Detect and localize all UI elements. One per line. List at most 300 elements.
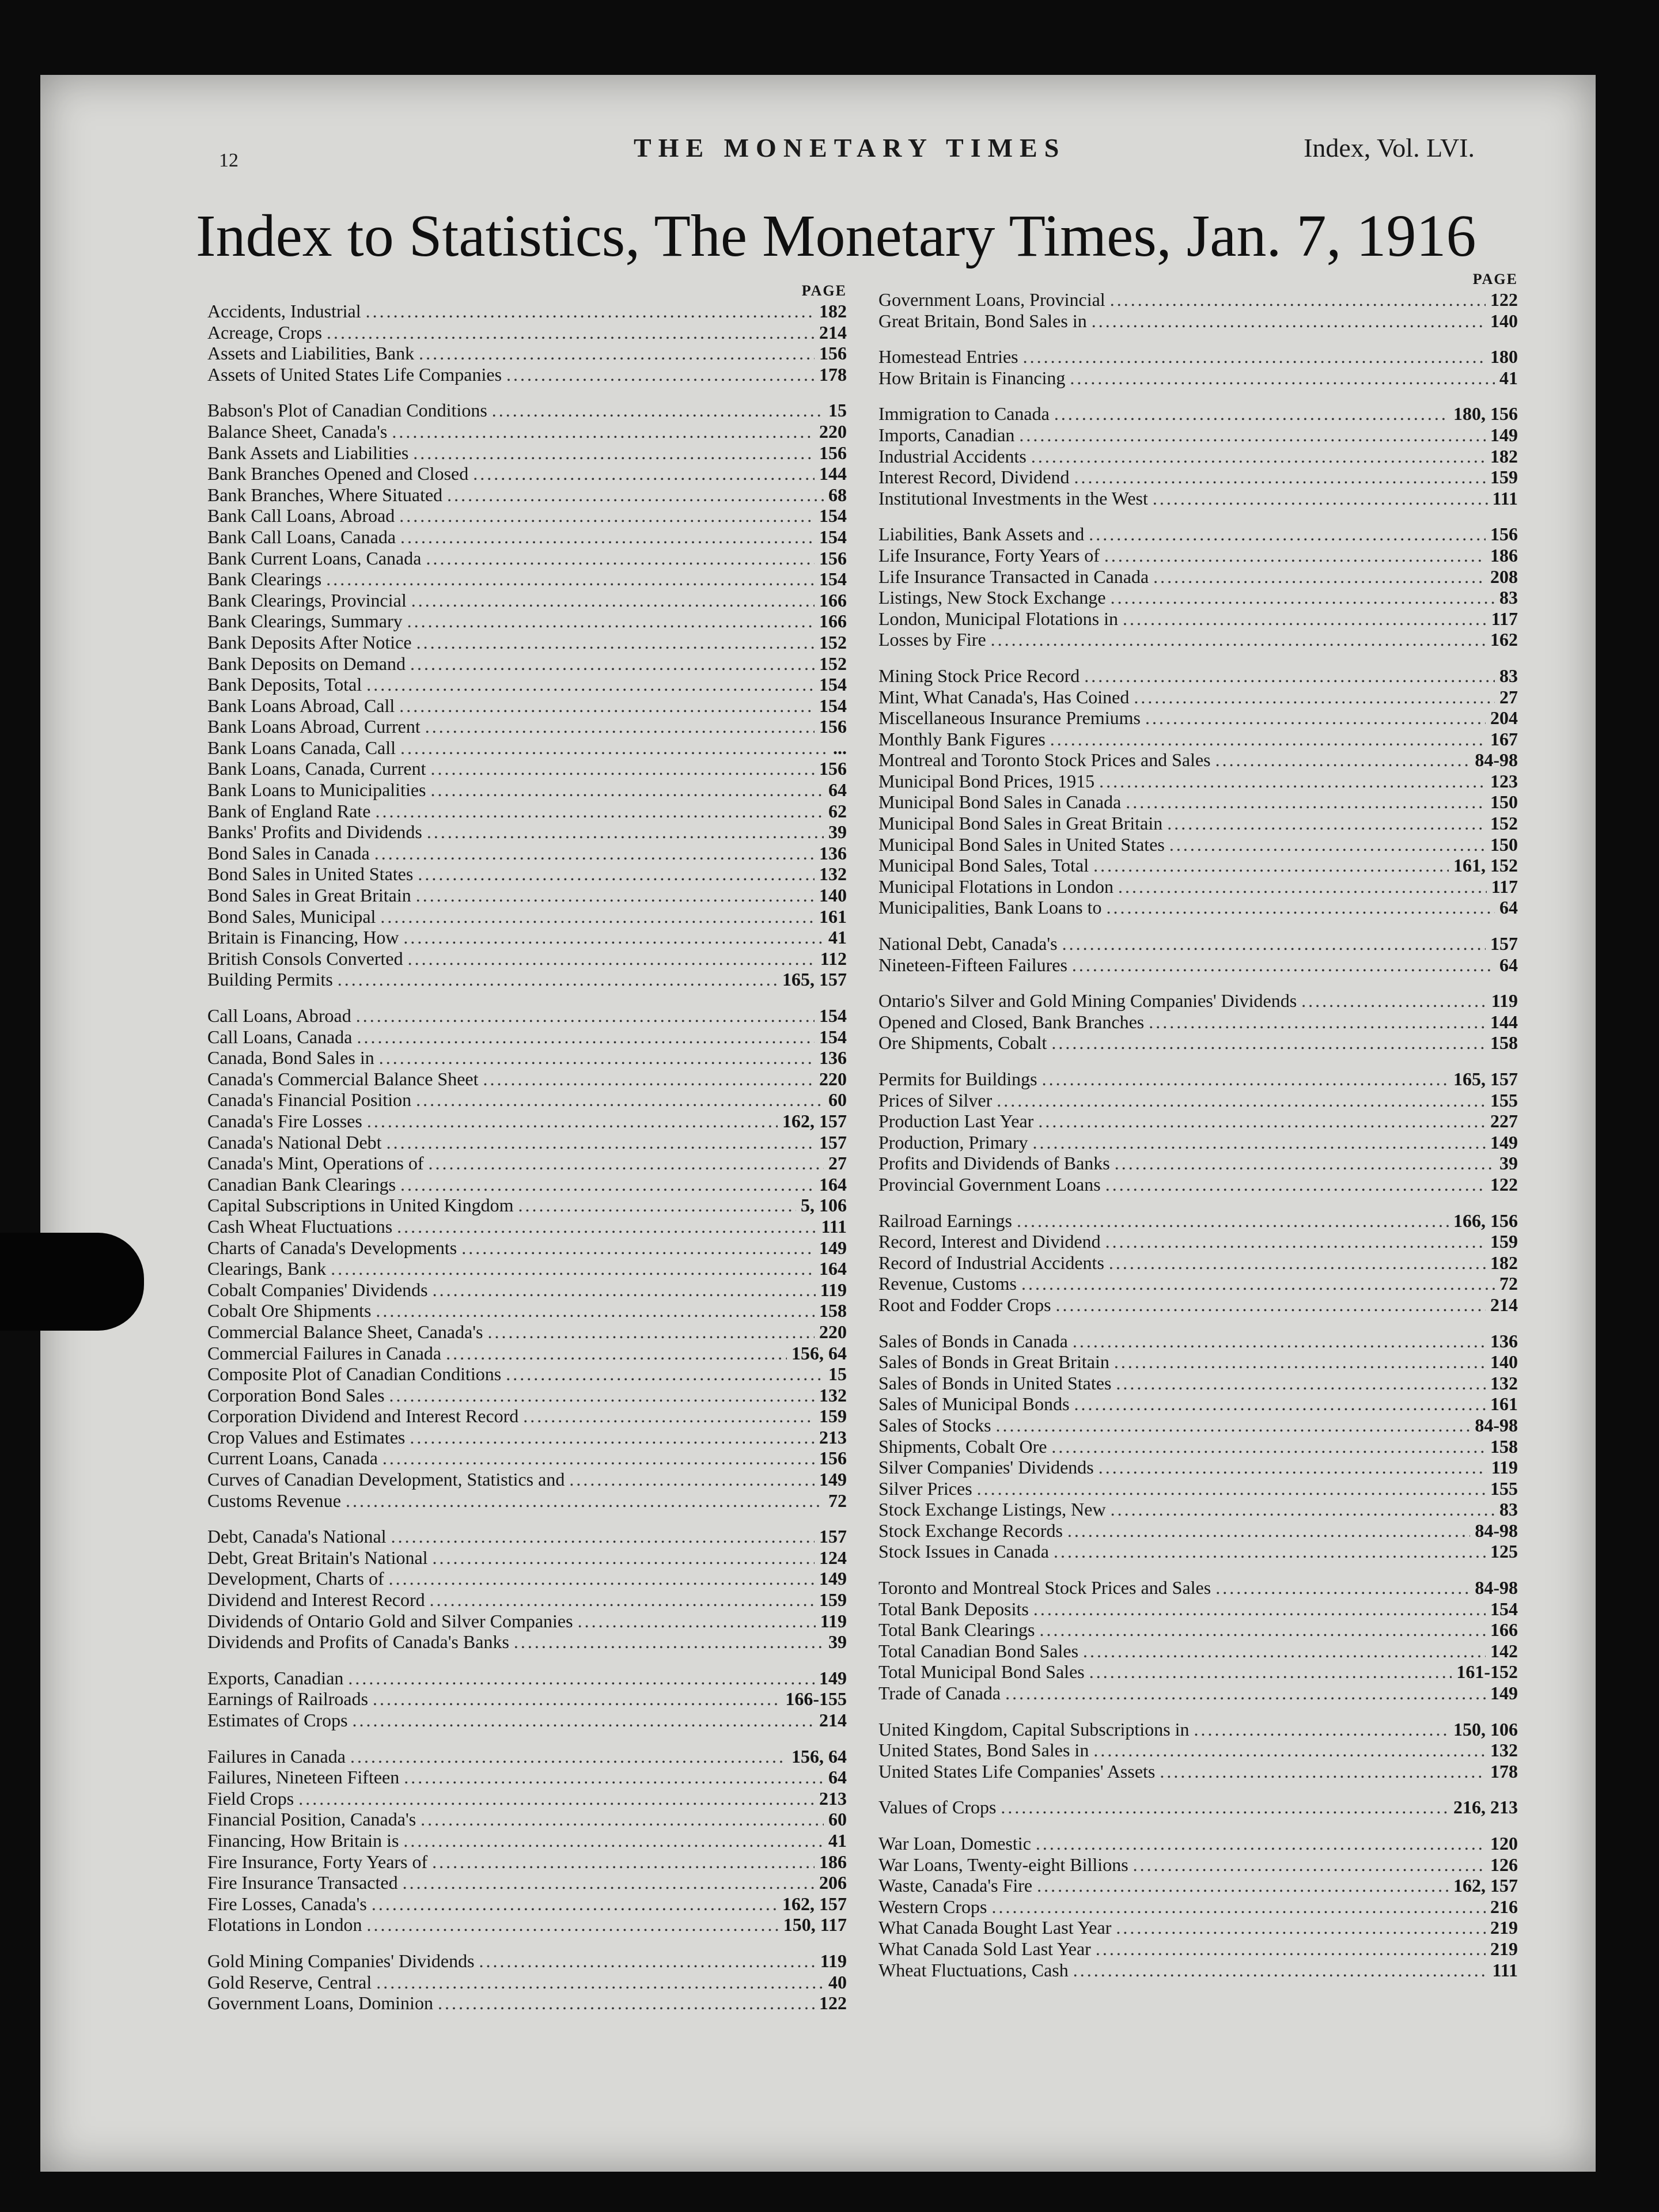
leader-dots — [376, 1972, 824, 1993]
leader-dots — [1167, 813, 1486, 834]
entry-label: Commercial Balance Sheet, Canada's — [207, 1321, 483, 1342]
index-entry — [878, 566, 1518, 588]
entry-page: 182 — [1490, 445, 1518, 467]
leader-dots — [1153, 566, 1486, 588]
index-entry — [207, 1300, 847, 1321]
leader-dots — [416, 885, 815, 906]
index-entry — [207, 1216, 847, 1237]
entry-label: Bank Loans Canada, Call — [207, 737, 396, 758]
entry-page: 126 — [1490, 1854, 1518, 1875]
entry-label: Canadian Bank Clearings — [207, 1173, 396, 1195]
entry-page: 83 — [1499, 1499, 1518, 1520]
index-entry — [878, 1875, 1518, 1896]
entry-page: 149 — [819, 1667, 847, 1688]
entry-page: 140 — [1490, 310, 1518, 331]
entry-page: 214 — [819, 1710, 847, 1730]
index-entry — [207, 1851, 847, 1873]
index-entry — [878, 1833, 1518, 1854]
entry-label: Assets and Liabilities, Bank — [207, 343, 415, 364]
entry-page: 161, 152 — [1453, 855, 1518, 876]
entry-page: 154 — [819, 674, 847, 695]
index-entry — [878, 834, 1518, 855]
leader-dots — [421, 1809, 824, 1830]
leader-dots — [430, 1589, 815, 1611]
leader-dots — [506, 364, 815, 385]
leader-dots — [1110, 289, 1486, 310]
page-number: 12 — [219, 150, 238, 171]
entry-page: 149 — [1490, 1683, 1518, 1704]
entry-label: Commercial Failures in Canada — [207, 1342, 442, 1363]
entry-page: 120 — [1490, 1833, 1518, 1854]
index-entry — [878, 1520, 1518, 1541]
entry-page: 166 — [819, 611, 847, 632]
index-entry — [207, 758, 847, 779]
index-entry — [207, 653, 847, 675]
entry-label: Imports, Canadian — [878, 424, 1015, 445]
entry-label: Record, Interest and Dividend — [878, 1231, 1101, 1252]
index-entry — [207, 1589, 847, 1611]
entry-page: 159 — [1490, 467, 1518, 488]
index-entry — [878, 1719, 1518, 1740]
entry-page: 227 — [1490, 1111, 1518, 1132]
entry-page: 125 — [1490, 1541, 1518, 1562]
leader-dots — [1067, 1520, 1470, 1541]
leader-dots — [1031, 446, 1486, 467]
leader-dots — [1111, 1499, 1495, 1520]
entry-page: 149 — [1490, 424, 1518, 445]
index-entry — [878, 1111, 1518, 1132]
entry-label: Western Crops — [878, 1896, 987, 1917]
entry-page: 213 — [819, 1787, 847, 1809]
entry-page: 111 — [1492, 487, 1518, 509]
entry-label: Dividends of Ontario Gold and Silver Companies — [207, 1610, 573, 1631]
index-entry — [878, 876, 1518, 897]
entry-page: 142 — [1490, 1640, 1518, 1661]
index-entry — [207, 1321, 847, 1343]
entry-label: Industrial Accidents — [878, 445, 1027, 467]
index-group — [207, 400, 847, 990]
entry-page: 112 — [820, 948, 847, 969]
index-entry — [878, 1210, 1518, 1232]
entry-page: 84-98 — [1475, 1414, 1518, 1435]
index-entry — [207, 885, 847, 906]
leader-dots — [506, 1363, 824, 1385]
entry-label: Bank Deposits, Total — [207, 674, 362, 695]
entry-page: 167 — [1490, 728, 1518, 749]
entry-label: Bank Branches, Where Situated — [207, 484, 443, 505]
entry-page: 161-152 — [1456, 1661, 1518, 1683]
leader-dots — [366, 674, 815, 695]
entry-label: Canada's Fire Losses — [207, 1110, 362, 1131]
leader-dots — [1145, 707, 1486, 729]
index-group — [878, 403, 1518, 509]
index-entry — [207, 548, 847, 569]
entry-label: Bank Loans Abroad, Current — [207, 716, 421, 737]
leader-dots — [427, 821, 824, 843]
entry-page: 117 — [1491, 608, 1518, 629]
entry-label: London, Municipal Flotations in — [878, 608, 1118, 629]
entry-page: 156 — [819, 1448, 847, 1469]
index-entry — [878, 368, 1518, 389]
leader-dots — [1126, 791, 1486, 813]
index-entry — [207, 1385, 847, 1406]
entry-page: 186 — [819, 1851, 847, 1872]
index-entry — [878, 310, 1518, 332]
index-entry — [878, 629, 1518, 650]
entry-label: Root and Fodder Crops — [878, 1294, 1051, 1315]
entry-label: Canada, Bond Sales in — [207, 1047, 374, 1069]
entry-page: 156 — [819, 442, 847, 463]
entry-page: 178 — [1490, 1760, 1518, 1782]
entry-label: Mining Stock Price Record — [878, 665, 1080, 686]
entry-page: 208 — [1490, 566, 1518, 587]
entry-label: Banks' Profits and Dividends — [207, 821, 422, 843]
leader-dots — [473, 463, 815, 484]
leader-dots — [1115, 1153, 1495, 1174]
leader-dots — [428, 1153, 824, 1174]
entry-label: Cobalt Ore Shipments — [207, 1300, 372, 1321]
entry-page: 72 — [1499, 1273, 1518, 1294]
index-entry — [878, 467, 1518, 488]
index-entry — [207, 1767, 847, 1788]
entry-page: 156 — [819, 343, 847, 364]
entry-label: Charts of Canada's Developments — [207, 1237, 457, 1258]
entry-page: 140 — [819, 885, 847, 906]
entry-label: Bank Call Loans, Abroad — [207, 505, 395, 527]
entry-page: 149 — [819, 1469, 847, 1490]
index-entry — [207, 527, 847, 548]
index-entry — [878, 1577, 1518, 1599]
leader-dots — [389, 1568, 815, 1589]
leader-dots — [1050, 729, 1486, 750]
entry-label: Ontario's Silver and Gold Mining Companies' Dividends — [878, 990, 1297, 1012]
index-group — [878, 933, 1518, 975]
entry-label: Monthly Bank Figures — [878, 728, 1046, 749]
leader-dots — [346, 1490, 824, 1512]
entry-page: 149 — [819, 1237, 847, 1258]
leader-dots — [479, 1950, 816, 1972]
entry-label: Balance Sheet, Canada's — [207, 421, 388, 442]
index-entry — [878, 1641, 1518, 1662]
index-group — [878, 1210, 1518, 1316]
index-entry — [878, 1599, 1518, 1620]
entry-page: 166-155 — [785, 1688, 847, 1710]
entry-label: Bank Clearings, Summary — [207, 611, 403, 632]
entry-page: 154 — [1490, 1598, 1518, 1619]
index-entry — [207, 801, 847, 822]
leader-dots — [1099, 771, 1486, 792]
leader-dots — [373, 1688, 781, 1710]
entry-label: Accidents, Industrial — [207, 301, 361, 321]
entry-page: 155 — [1490, 1089, 1518, 1111]
index-group — [878, 524, 1518, 650]
index-entry — [878, 1069, 1518, 1090]
entry-page: 214 — [1490, 1294, 1518, 1315]
index-entry — [207, 1089, 847, 1111]
index-entry — [207, 1153, 847, 1174]
entry-page: 182 — [819, 301, 847, 321]
leader-dots — [408, 948, 816, 969]
entry-page: 220 — [819, 1068, 847, 1089]
index-group — [878, 1331, 1518, 1563]
entry-label: Wheat Fluctuations, Cash — [878, 1959, 1069, 1980]
index-group — [878, 1833, 1518, 1980]
entry-page: 156 — [819, 547, 847, 569]
leader-dots — [404, 1767, 824, 1788]
entry-label: Financial Position, Canada's — [207, 1809, 416, 1830]
index-entry — [207, 1047, 847, 1069]
index-entry — [878, 545, 1518, 566]
entry-page: 84-98 — [1475, 749, 1518, 771]
index-entry — [878, 1896, 1518, 1918]
entry-page: 119 — [820, 1279, 847, 1300]
index-entry — [878, 665, 1518, 687]
entry-label: What Canada Bought Last Year — [878, 1917, 1112, 1938]
leader-dots — [411, 590, 815, 611]
entry-label: Production Last Year — [878, 1111, 1034, 1132]
leader-dots — [483, 1069, 815, 1090]
entry-label: Corporation Dividend and Interest Record — [207, 1406, 519, 1427]
entry-page: 119 — [820, 1610, 847, 1631]
leader-dots — [400, 737, 828, 759]
leader-dots — [461, 1237, 815, 1259]
leader-dots — [433, 1547, 815, 1569]
entry-label: Fire Insurance, Forty Years of — [207, 1851, 428, 1872]
index-entry — [207, 400, 847, 421]
leader-dots — [1093, 855, 1449, 876]
index-entry — [207, 1526, 847, 1547]
index-entry — [207, 1469, 847, 1490]
leader-dots — [432, 1851, 815, 1873]
index-entry — [878, 608, 1518, 630]
entry-label: Provincial Government Loans — [878, 1173, 1101, 1195]
leader-dots — [425, 716, 815, 737]
entry-label: Trade of Canada — [878, 1683, 1001, 1704]
leader-dots — [1072, 955, 1495, 976]
entry-page: 132 — [1490, 1372, 1518, 1393]
index-entry — [878, 346, 1518, 368]
entry-label: Estimates of Crops — [207, 1710, 348, 1730]
entry-label: Production, Primary — [878, 1131, 1028, 1153]
entry-label: Sales of Bonds in United States — [878, 1372, 1112, 1393]
leader-dots — [1114, 1351, 1486, 1373]
binder-clip — [0, 1233, 144, 1331]
entry-label: Capital Subscriptions in United Kingdom — [207, 1195, 514, 1216]
entry-page: 41 — [828, 927, 847, 948]
index-entry — [207, 1809, 847, 1830]
leader-dots — [1096, 1938, 1486, 1960]
entry-page: 144 — [819, 463, 847, 484]
entry-page: 150, 117 — [783, 1914, 847, 1936]
entry-label: Debt, Great Britain's National — [207, 1547, 428, 1568]
leader-dots — [1042, 1069, 1449, 1090]
index-group — [878, 1719, 1518, 1782]
entry-label: Prices of Silver — [878, 1089, 993, 1111]
entry-page: 216 — [1490, 1896, 1518, 1917]
entry-page: 156 — [819, 758, 847, 779]
page-column-heading: PAGE — [801, 282, 847, 299]
index-entry — [207, 1174, 847, 1195]
index-entry — [878, 1797, 1518, 1818]
index-entry — [207, 1893, 847, 1915]
leader-dots — [407, 611, 815, 632]
index-entry — [207, 484, 847, 506]
entry-label: Acreage, Crops — [207, 321, 323, 343]
index-entry — [207, 1993, 847, 2014]
index-entry — [878, 1252, 1518, 1274]
leader-dots — [996, 1415, 1471, 1436]
entry-page: 155 — [1490, 1478, 1518, 1499]
leader-dots — [1093, 1740, 1486, 1761]
leader-dots — [403, 927, 824, 948]
leader-dots — [1169, 834, 1486, 855]
entry-label: Call Loans, Abroad — [207, 1005, 351, 1026]
index-group — [878, 1577, 1518, 1704]
index-entry — [207, 463, 847, 484]
leader-dots — [366, 301, 815, 322]
entry-label: Municipal Bond Sales in United States — [878, 834, 1165, 855]
entry-label: Toronto and Montreal Stock Prices and Sales — [878, 1577, 1211, 1599]
leader-dots — [380, 906, 815, 927]
index-entry — [878, 771, 1518, 792]
entry-page: 154 — [819, 1026, 847, 1047]
leader-dots — [514, 1631, 824, 1653]
entry-label: Earnings of Railroads — [207, 1688, 369, 1710]
entry-page: 39 — [828, 821, 847, 843]
entry-label: Composite Plot of Canadian Conditions — [207, 1363, 502, 1385]
entry-page: 60 — [828, 1809, 847, 1830]
leader-dots — [1051, 1436, 1486, 1457]
index-entry — [207, 948, 847, 969]
entry-page: ... — [833, 737, 847, 758]
index-entry — [878, 1683, 1518, 1704]
leader-dots — [400, 1174, 815, 1195]
entry-label: Canada's Commercial Balance Sheet — [207, 1068, 479, 1089]
leader-dots — [1116, 1373, 1486, 1394]
leader-dots — [1070, 368, 1495, 389]
leader-dots — [1089, 524, 1486, 545]
index-entry — [207, 906, 847, 927]
entry-label: Municipalities, Bank Loans to — [878, 897, 1102, 918]
entry-label: Montreal and Toronto Stock Prices and Sales — [878, 749, 1211, 771]
entry-page: 154 — [819, 569, 847, 590]
entry-label: Canada's Mint, Operations of — [207, 1153, 424, 1174]
leader-dots — [1215, 1577, 1470, 1599]
leader-dots — [447, 484, 824, 506]
leader-dots — [1118, 876, 1487, 897]
index-entry — [207, 927, 847, 948]
index-entry — [207, 1547, 847, 1569]
entry-page: 122 — [1490, 1173, 1518, 1195]
leader-dots — [375, 801, 824, 822]
entry-page: 140 — [1490, 1351, 1518, 1373]
entry-label: United Kingdom, Capital Subscriptions in — [878, 1718, 1190, 1740]
leader-dots — [1109, 1252, 1486, 1274]
index-entry — [207, 863, 847, 885]
entry-label: Curves of Canadian Development, Statistics and — [207, 1469, 565, 1490]
entry-page: 214 — [819, 321, 847, 343]
entry-page: 136 — [1490, 1330, 1518, 1351]
index-entry — [207, 1279, 847, 1301]
entry-label: Bank Call Loans, Canada — [207, 526, 396, 547]
leader-dots — [374, 843, 815, 864]
entry-label: Debt, Canada's National — [207, 1526, 387, 1547]
index-entry — [878, 687, 1518, 708]
entry-label: Britain is Financing, How — [207, 927, 399, 948]
index-entry — [207, 695, 847, 717]
entry-page: 152 — [819, 631, 847, 653]
index-entry — [878, 1373, 1518, 1394]
entry-label: Bond Sales in Great Britain — [207, 885, 411, 906]
index-entry — [207, 301, 847, 322]
entry-page: 182 — [1490, 1252, 1518, 1273]
entry-page: 157 — [1490, 933, 1518, 955]
leader-dots — [327, 322, 815, 343]
leader-dots — [426, 548, 815, 569]
entry-page: 166, 156 — [1453, 1210, 1518, 1231]
entry-page: 152 — [819, 653, 847, 674]
leader-dots — [399, 695, 815, 717]
entry-page: 162 — [1490, 629, 1518, 650]
entry-label: Railroad Earnings — [878, 1210, 1012, 1231]
index-entry — [878, 729, 1518, 750]
leader-dots — [357, 1027, 815, 1048]
entry-page: 39 — [828, 1631, 847, 1653]
leader-dots — [1194, 1719, 1449, 1740]
entry-page: 206 — [819, 1872, 847, 1893]
entry-label: Life Insurance, Forty Years of — [878, 544, 1100, 566]
entry-page: 161 — [819, 906, 847, 927]
leader-dots — [1104, 545, 1486, 566]
index-entry — [207, 1872, 847, 1893]
entry-page: 180 — [1490, 346, 1518, 368]
entry-label: Exports, Canadian — [207, 1667, 344, 1688]
index-entry — [207, 674, 847, 695]
entry-label: Nineteen-Fifteen Failures — [878, 954, 1067, 975]
leader-dots — [410, 653, 815, 675]
leader-dots — [392, 421, 815, 442]
entry-page: 178 — [819, 363, 847, 385]
entry-label: Current Loans, Canada — [207, 1448, 378, 1469]
entry-page: 41 — [828, 1830, 847, 1851]
entry-label: Bank Loans to Municipalities — [207, 779, 426, 801]
index-entry — [207, 364, 847, 385]
index-group — [878, 346, 1518, 388]
index-entry — [207, 1406, 847, 1427]
index-entry — [878, 955, 1518, 976]
entry-label: Fire Losses, Canada's — [207, 1893, 367, 1914]
leader-dots — [326, 569, 815, 590]
entry-page: 84-98 — [1475, 1520, 1518, 1541]
entry-page: 186 — [1490, 544, 1518, 566]
index-entry — [878, 707, 1518, 729]
index-entry — [207, 1237, 847, 1259]
index-entry — [878, 1761, 1518, 1782]
entry-page: 220 — [819, 421, 847, 442]
leader-dots — [1089, 1661, 1452, 1683]
index-entry — [878, 587, 1518, 608]
leader-dots — [353, 1710, 815, 1731]
leader-dots — [1038, 1111, 1486, 1132]
leader-dots — [1092, 310, 1486, 332]
entry-label: Bond Sales in Canada — [207, 842, 370, 863]
leader-dots — [350, 1746, 787, 1767]
leader-dots — [1215, 749, 1471, 771]
index-entry — [878, 1393, 1518, 1415]
entry-page: 159 — [819, 1406, 847, 1427]
entry-page: 119 — [820, 1950, 847, 1971]
index-entry — [207, 1710, 847, 1731]
